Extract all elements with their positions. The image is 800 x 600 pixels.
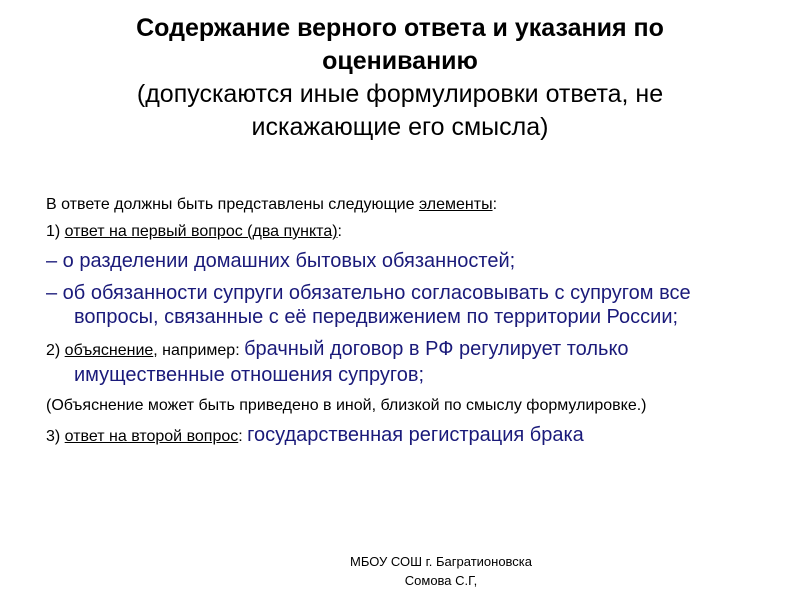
item-1-suffix: :: [337, 223, 342, 240]
answer-content: [46, 195, 758, 456]
item-2-paragraph: [46, 337, 758, 389]
footer: [0, 552, 800, 590]
intro-underlined: элементы: [418, 196, 493, 213]
intro-suffix: :: [492, 196, 498, 213]
slide-title: [0, 12, 800, 144]
item-2-mid: , например:: [153, 342, 245, 359]
item-3-mid: :: [238, 428, 248, 445]
item-1-heading: [46, 222, 758, 242]
item-2-answer: брачный договор в РФ регулирует только имущественные отношения супругов;: [74, 338, 629, 386]
item-1-label: 1): [46, 223, 65, 240]
title-line-4: искажающие его смысла): [251, 113, 549, 141]
intro-paragraph: [46, 195, 758, 215]
bullet-2: – об обязанности супруги обязательно согласовывать с супругом все вопросы, связанные с её передвижением по территории России;: [46, 282, 691, 328]
footer-school: МБОУ СОШ г. Багратионовска: [349, 554, 533, 569]
item-2-underlined: объяснение: [64, 342, 154, 359]
item-2-label: 2): [46, 342, 65, 359]
intro-prefix: В ответе должны быть представлены следующие: [46, 196, 419, 213]
note-paragraph: (Объяснение может быть приведено в иной, близкой по смыслу формулировке.): [46, 397, 647, 414]
item-3-answer: государственная регистрация брака: [247, 424, 584, 446]
item-3-underlined: ответ на второй вопрос: [64, 428, 239, 445]
bullet-1: – о разделении домашних бытовых обязанностей;: [46, 250, 516, 272]
item-1-underlined: ответ на первый вопрос (два пункта): [64, 223, 338, 240]
title-line-2: оцениванию: [322, 47, 478, 75]
footer-author: Сомова С.Г,: [404, 573, 478, 588]
title-line-1: Содержание верного ответа и указания по: [136, 14, 664, 42]
title-line-3: (допускаются иные формулировки ответа, не: [136, 80, 664, 108]
item-3-paragraph: [46, 423, 758, 449]
item-3-label: 3): [46, 428, 65, 445]
